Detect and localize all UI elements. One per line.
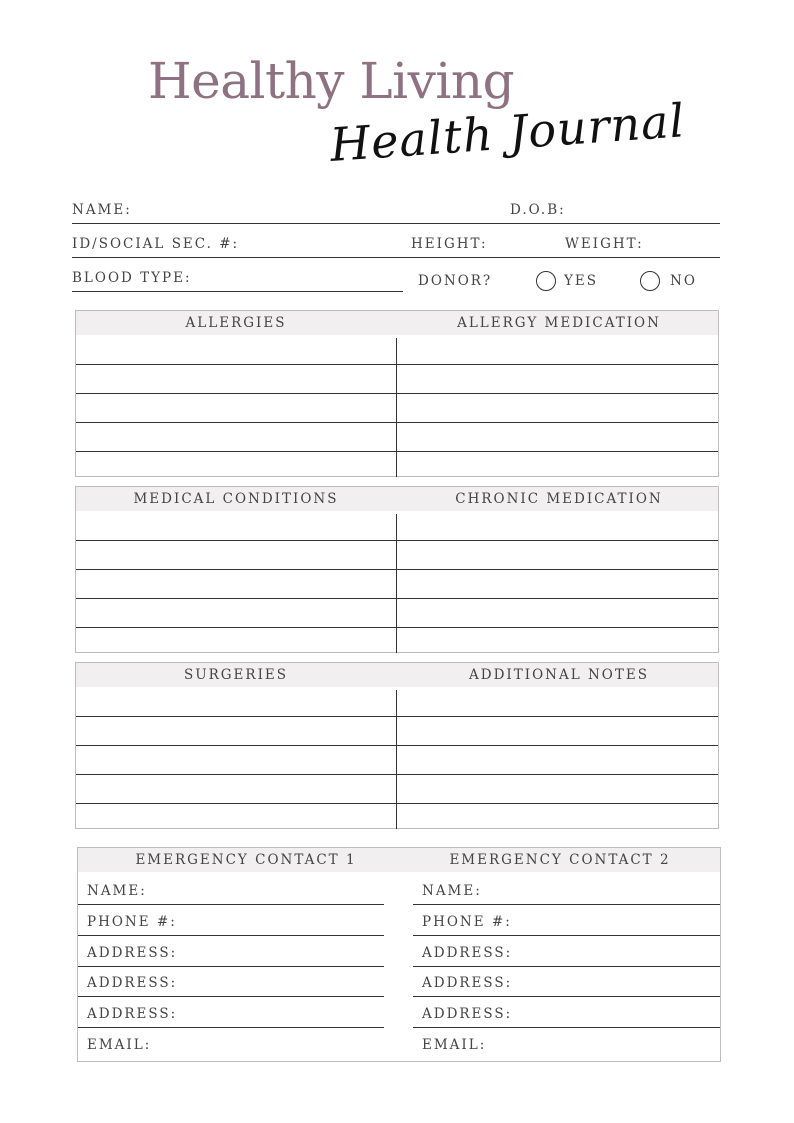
blood-type-label: BLOOD TYPE: <box>72 270 192 286</box>
writing-line[interactable] <box>76 627 718 628</box>
contact2-email-label: EMAIL: <box>422 1037 487 1053</box>
contact1-address3-label: ADDRESS: <box>87 1006 178 1022</box>
contact2-name-label: NAME: <box>422 883 482 899</box>
medical-conditions-heading: MEDICAL CONDITIONS <box>133 491 339 507</box>
medical-conditions-section <box>75 486 719 653</box>
blood-type-line[interactable] <box>72 291 403 292</box>
contact2-address2-label: ADDRESS: <box>422 975 513 991</box>
contact2-address2-line[interactable] <box>413 996 720 997</box>
emergency-contact-1-heading: EMERGENCY CONTACT 1 <box>135 852 357 868</box>
writing-line[interactable] <box>76 569 718 570</box>
contact1-phone-label: PHONE #: <box>87 914 177 930</box>
contact1-name-label: NAME: <box>87 883 147 899</box>
donor-label: DONOR? <box>418 273 493 289</box>
contact2-address1-label: ADDRESS: <box>422 945 513 961</box>
contact2-name-line[interactable] <box>413 904 720 905</box>
id-label: ID/SOCIAL SEC. #: <box>72 236 240 252</box>
name-dob-line[interactable] <box>72 223 720 224</box>
chronic-medication-heading: CHRONIC MEDICATION <box>455 491 663 507</box>
height-label: HEIGHT: <box>411 236 488 252</box>
writing-line[interactable] <box>76 451 718 452</box>
contact1-email-label: EMAIL: <box>87 1037 152 1053</box>
allergies-heading: ALLERGIES <box>185 315 287 331</box>
contact2-phone-line[interactable] <box>413 935 720 936</box>
contact1-address2-line[interactable] <box>78 996 384 997</box>
donor-yes-radio[interactable] <box>536 271 556 291</box>
contact2-phone-label: PHONE #: <box>422 914 512 930</box>
writing-line[interactable] <box>76 745 718 746</box>
writing-line[interactable] <box>76 364 718 365</box>
donor-no-radio[interactable] <box>640 271 660 291</box>
column-divider <box>396 690 397 829</box>
writing-line[interactable] <box>76 393 718 394</box>
contact2-address1-line[interactable] <box>413 966 720 967</box>
donor-yes-label: YES <box>564 273 599 289</box>
contact1-address2-label: ADDRESS: <box>87 975 178 991</box>
surgeries-section <box>75 662 719 829</box>
allergies-section <box>75 310 719 477</box>
dob-label: D.O.B: <box>510 202 566 218</box>
surgeries-heading: SURGERIES <box>183 667 289 683</box>
emergency-contact-2-heading: EMERGENCY CONTACT 2 <box>449 852 671 868</box>
writing-line[interactable] <box>76 716 718 717</box>
contact1-address1-label: ADDRESS: <box>87 945 178 961</box>
writing-line[interactable] <box>76 422 718 423</box>
contact1-address1-line[interactable] <box>78 966 384 967</box>
id-height-weight-line[interactable] <box>72 257 720 258</box>
contact2-address3-label: ADDRESS: <box>422 1006 513 1022</box>
name-label: NAME: <box>72 202 132 218</box>
contact1-phone-line[interactable] <box>78 935 384 936</box>
contact1-name-line[interactable] <box>78 904 384 905</box>
weight-label: WEIGHT: <box>565 236 644 252</box>
title-healthy-living: Healthy Living <box>148 52 515 110</box>
additional-notes-heading: ADDITIONAL NOTES <box>469 667 649 683</box>
writing-line[interactable] <box>76 598 718 599</box>
contact1-address3-line[interactable] <box>78 1027 384 1028</box>
emergency-contacts-section <box>77 847 721 1062</box>
allergy-medication-heading: ALLERGY MEDICATION <box>457 315 661 331</box>
writing-line[interactable] <box>76 540 718 541</box>
title-health-journal: Health Journal <box>328 93 687 172</box>
column-divider <box>396 514 397 653</box>
contact2-address3-line[interactable] <box>413 1027 720 1028</box>
donor-no-label: NO <box>670 273 697 289</box>
writing-line[interactable] <box>76 774 718 775</box>
writing-line[interactable] <box>76 803 718 804</box>
column-divider <box>396 338 397 477</box>
